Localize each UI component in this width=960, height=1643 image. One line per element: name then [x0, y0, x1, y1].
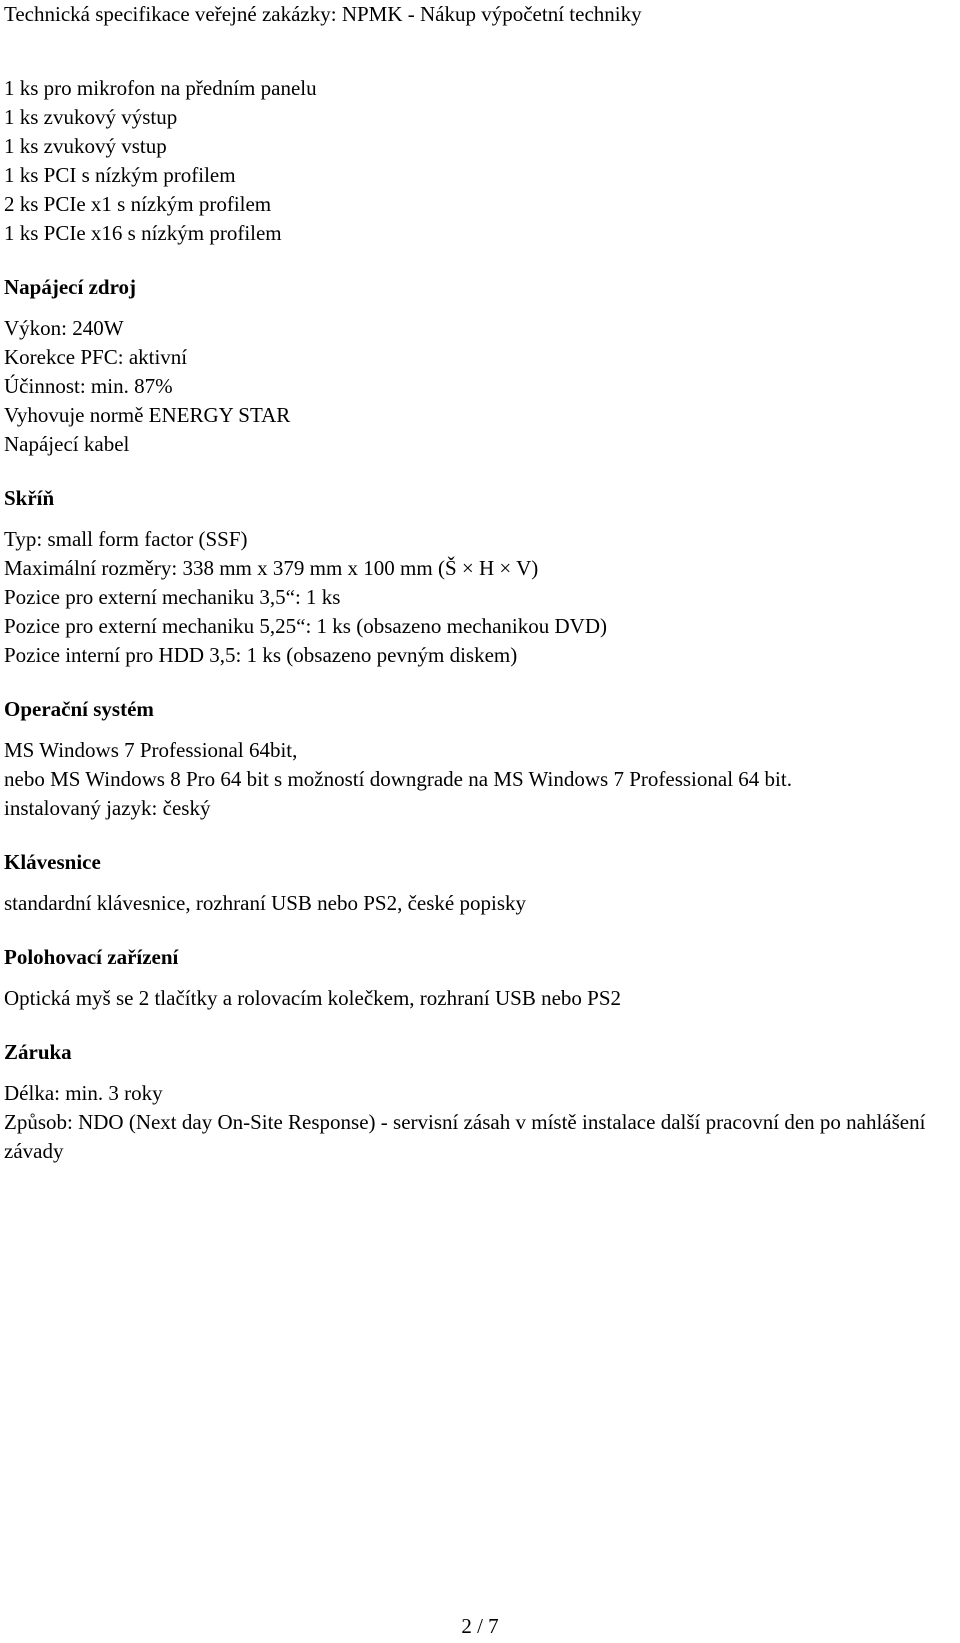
intro-line: 1 ks PCI s nízkým profilem — [4, 163, 236, 187]
section-line: Pozice pro externí mechaniku 5,25“: 1 ks (obsazeno mechanikou DVD) — [4, 614, 607, 638]
section-line: standardní klávesnice, rozhraní USB nebo PS2, české popisky — [4, 891, 526, 915]
section-line: Napájecí kabel — [4, 432, 130, 456]
section-line: Účinnost: min. 87% — [4, 374, 173, 398]
intro-list — [4, 74, 956, 248]
intro-line: 1 ks zvukový výstup — [4, 105, 178, 129]
section-heading: Záruka — [4, 1040, 72, 1064]
section-line: instalovaný jazyk: český — [4, 796, 211, 820]
section-heading: Polohovací zařízení — [4, 945, 179, 969]
intro-line: 1 ks PCIe x16 s nízkým profilem — [4, 221, 282, 245]
intro-line: 1 ks zvukový vstup — [4, 134, 167, 158]
section-heading: Napájecí zdroj — [4, 275, 136, 299]
page-number: 2 / 7 — [461, 1614, 499, 1638]
section-power-supply — [4, 273, 956, 459]
section-line: Způsob: NDO (Next day On-Site Response) - servisní zásah v místě instalace další pracovní den po nahlášení závady — [4, 1110, 926, 1163]
section-warranty — [4, 1038, 956, 1166]
section-heading: Skříň — [4, 486, 55, 510]
section-line: Pozice pro externí mechaniku 3,5“: 1 ks — [4, 585, 341, 609]
section-pointing-device — [4, 943, 956, 1013]
section-line: Typ: small form factor (SSF) — [4, 527, 248, 551]
intro-line: 1 ks pro mikrofon na předním panelu — [4, 76, 317, 100]
section-line: Korekce PFC: aktivní — [4, 345, 188, 369]
intro-line: 2 ks PCIe x1 s nízkým profilem — [4, 192, 272, 216]
document-body — [4, 74, 956, 1166]
section-line: MS Windows 7 Professional 64bit, — [4, 738, 298, 762]
section-line: nebo MS Windows 8 Pro 64 bit s možností downgrade na MS Windows 7 Professional 64 bit. — [4, 767, 792, 791]
section-heading: Operační systém — [4, 697, 154, 721]
section-line: Délka: min. 3 roky — [4, 1081, 163, 1105]
section-operating-system — [4, 695, 956, 823]
section-case — [4, 484, 956, 670]
section-line: Maximální rozměry: 338 mm x 379 mm x 100 mm (Š × H × V) — [4, 556, 539, 580]
section-line: Optická myš se 2 tlačítky a rolovacím kolečkem, rozhraní USB nebo PS2 — [4, 986, 622, 1010]
section-heading: Klávesnice — [4, 850, 101, 874]
section-line: Pozice interní pro HDD 3,5: 1 ks (obsazeno pevným diskem) — [4, 643, 518, 667]
section-line: Výkon: 240W — [4, 316, 124, 340]
section-line: Vyhovuje normě ENERGY STAR — [4, 403, 291, 427]
section-keyboard — [4, 848, 956, 918]
document-title: Technická specifikace veřejné zakázky: NPMK - Nákup výpočetní techniky — [4, 2, 642, 26]
